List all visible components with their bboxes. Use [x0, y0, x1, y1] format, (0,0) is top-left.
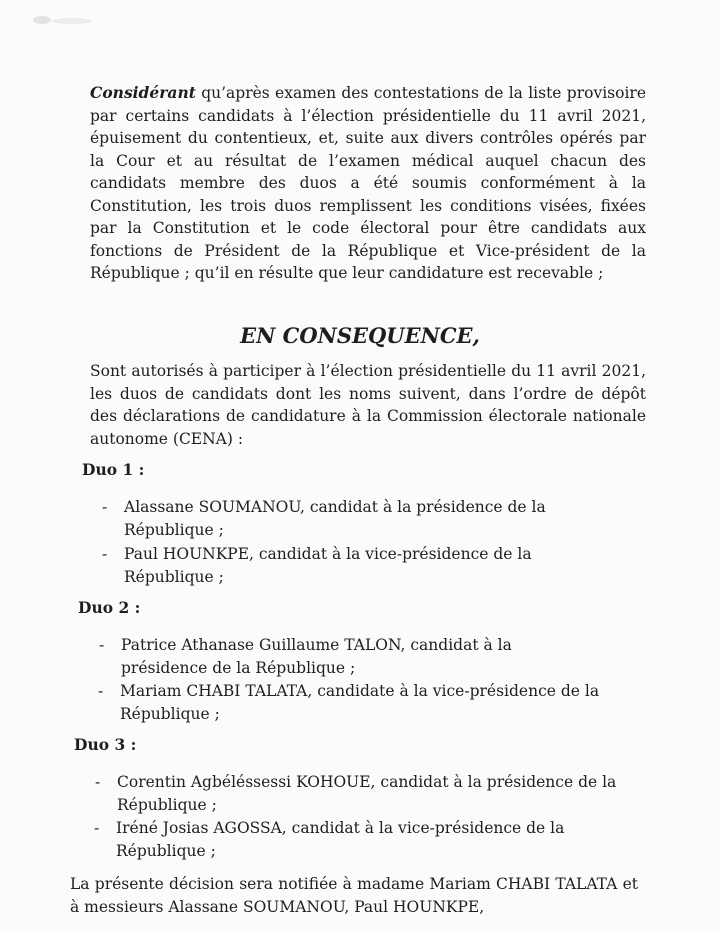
considerant-paragraph: [90, 82, 646, 285]
duo-2-item-1-text: Patrice Athanase Guillaume TALON, candidat à la présidence de la République ;: [121, 636, 512, 677]
list-dash: -: [102, 498, 108, 516]
duo-1-item-1-text: Alassane SOUMANOU, candidat à la présidence de la République ;: [124, 498, 546, 539]
duo-2-label: Duo 2 :: [78, 598, 141, 617]
duo-3-item-1: [95, 771, 637, 816]
duo-1-item-2-text: Paul HOUNKPE, candidat à la vice-présidence de la République ;: [124, 545, 532, 586]
duo-3-item-2: [94, 817, 606, 862]
considerant-lead: Considérant: [90, 83, 196, 102]
duo-1-label: Duo 1 :: [82, 460, 145, 479]
duo-1-item-1: [102, 496, 594, 541]
scan-artifact: [30, 12, 100, 26]
list-dash: -: [95, 773, 101, 791]
duo-2-item-2-text: Mariam CHABI TALATA, candidate à la vice-présidence de la République ;: [120, 682, 600, 723]
list-dash: -: [94, 819, 100, 837]
duo-2-item-1: [99, 634, 571, 679]
list-dash: -: [102, 545, 108, 563]
list-dash: -: [98, 682, 104, 700]
en-consequence-heading: EN CONSEQUENCE,: [240, 323, 480, 348]
list-dash: -: [99, 636, 105, 654]
notification-paragraph: La présente décision sera notifiée à madame Mariam CHABI TALATA et à messieurs Alassane SOUMANOU, Paul HOUNKPE,: [70, 875, 638, 916]
duo-3-item-1-text: Corentin Agbéléssessi KOHOUE, candidat à la présidence de la République ;: [117, 773, 617, 814]
authorization-paragraph: Sont autorisés à participer à l’élection présidentielle du 11 avril 2021, les duos de candidats dont les noms suivent, dans l’ordre de dépôt des déclarations de candidature à la Commission électorale nationale autonome (CENA) :: [90, 362, 646, 448]
duo-3-item-2-text: Iréné Josias AGOSSA, candidat à la vice-présidence de la République ;: [116, 819, 565, 860]
considerant-text: qu’après examen des contestations de la liste provisoire par certains candidats à l’élection présidentielle du 11 avril 2021, épuisement du contentieux, et, suite aux divers contrôles opérés par la Cour et au résultat de l’examen médical auquel chacun des candidats membre des duos a été soumis conformément à la Constitution, les trois duos remplissent les conditions visées, fixées par la Constitution et le code électoral pour être candidats aux fonctions de Président de la République et Vice-président de la République ; qu’il en résulte que leur candidature est recevable ;: [90, 84, 646, 282]
duo-2-item-2: [98, 680, 640, 725]
duo-3-label: Duo 3 :: [74, 735, 137, 754]
duo-1-item-2: [102, 543, 584, 588]
